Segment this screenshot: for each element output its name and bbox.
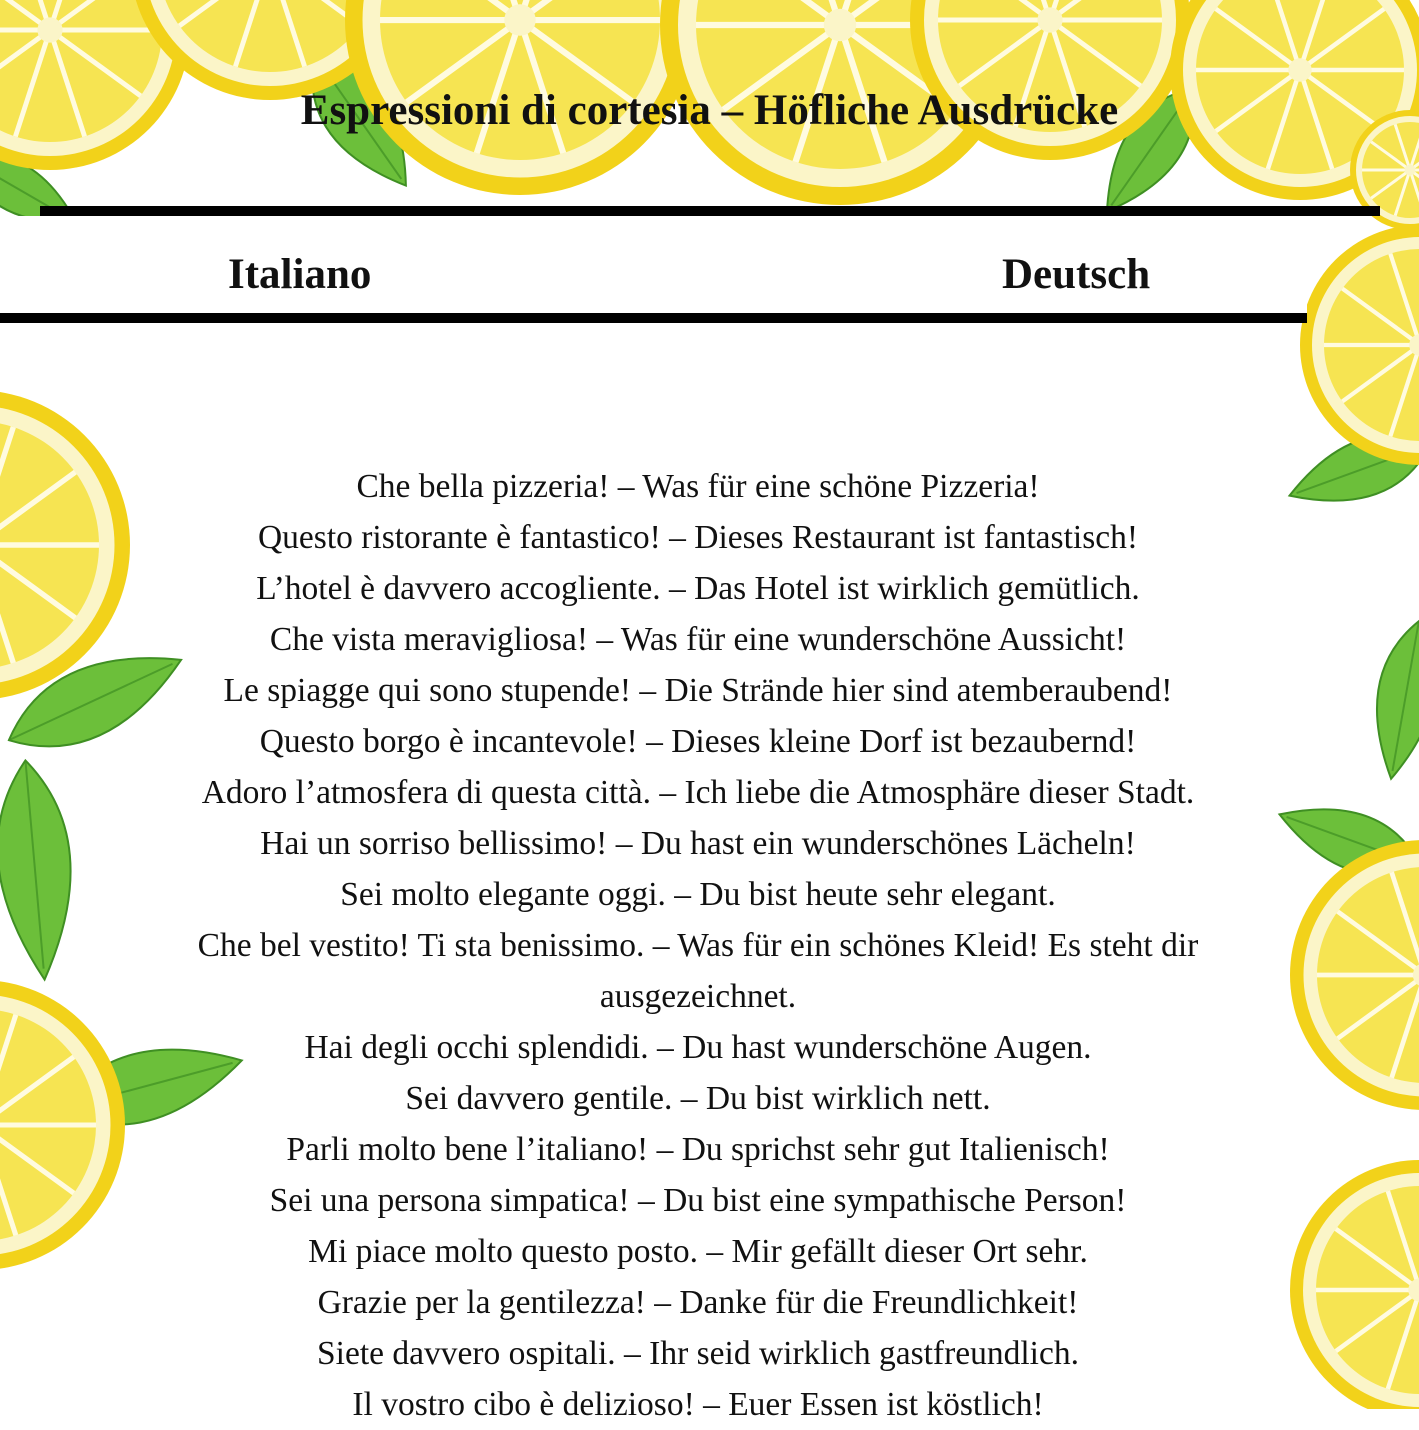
lemon-slice — [1290, 840, 1419, 1110]
lemon-slice — [1290, 1160, 1419, 1409]
phrase-line: Grazie per la gentilezza! – Danke für die Freundlichkeit! — [150, 1277, 1246, 1328]
phrase-line: Che bel vestito! Ti sta benissimo. – Was für ein schönes Kleid! Es steht dir ausgezeichnet. — [150, 920, 1246, 1022]
header-top-rule — [40, 206, 1380, 216]
phrase-line: Sei davvero gentile. – Du bist wirklich nett. — [150, 1073, 1246, 1124]
column-header-italian: Italiano — [228, 248, 371, 302]
mint-leaf — [1364, 616, 1419, 783]
phrase-line: Mi piace molto questo posto. – Mir gefällt dieser Ort sehr. — [150, 1226, 1246, 1277]
phrase-line: Sei una persona simpatica! – Du bist eine sympathische Person! — [150, 1175, 1246, 1226]
phrase-line: Questo ristorante è fantastico! – Dieses Restaurant ist fantastisch! — [150, 512, 1246, 563]
phrase-line: Adoro l’atmosfera di questa città. – Ich liebe die Atmosphäre dieser Stadt. — [150, 767, 1246, 818]
phrase-line: Sei molto elegante oggi. – Du bist heute sehr elegant. — [150, 869, 1246, 920]
phrase-line: Hai degli occhi splendidi. – Du hast wunderschöne Augen. — [150, 1022, 1246, 1073]
phrase-line: Il vostro cibo è delizioso! – Euer Essen ist köstlich! — [150, 1379, 1246, 1430]
column-header-german: Deutsch — [1002, 248, 1150, 302]
phrase-line: Parli molto bene l’italiano! – Du sprichst sehr gut Italienisch! — [150, 1124, 1246, 1175]
phrase-line: Che vista meravigliosa! – Was für eine wunderschöne Aussicht! — [150, 614, 1246, 665]
phrase-line: L’hotel è davvero accogliente. – Das Hotel ist wirklich gemütlich. — [150, 563, 1246, 614]
phrase-line: Le spiagge qui sono stupende! – Die Strände hier sind atemberaubend! — [150, 665, 1246, 716]
lemon-slice — [1300, 225, 1419, 465]
lemon-slice — [0, 390, 130, 700]
phrase-line: Siete davvero ospitali. – Ihr seid wirklich gastfreundlich. — [150, 1328, 1246, 1379]
phrase-line: Che bella pizzeria! – Was für eine schöne Pizzeria! — [150, 461, 1246, 512]
phrase-line: Hai un sorriso bellissimo! – Du hast ein wunderschönes Lächeln! — [150, 818, 1246, 869]
phrase-list — [150, 461, 1246, 1430]
phrase-line: Questo borgo è incantevole! – Dieses kleine Dorf ist bezaubernd! — [150, 716, 1246, 767]
lemon-slice — [0, 980, 125, 1270]
mint-leaf — [0, 757, 80, 982]
page-title: Espressioni di cortesia – Höfliche Ausdrücke — [0, 84, 1419, 138]
header-bottom-rule — [0, 313, 1307, 323]
